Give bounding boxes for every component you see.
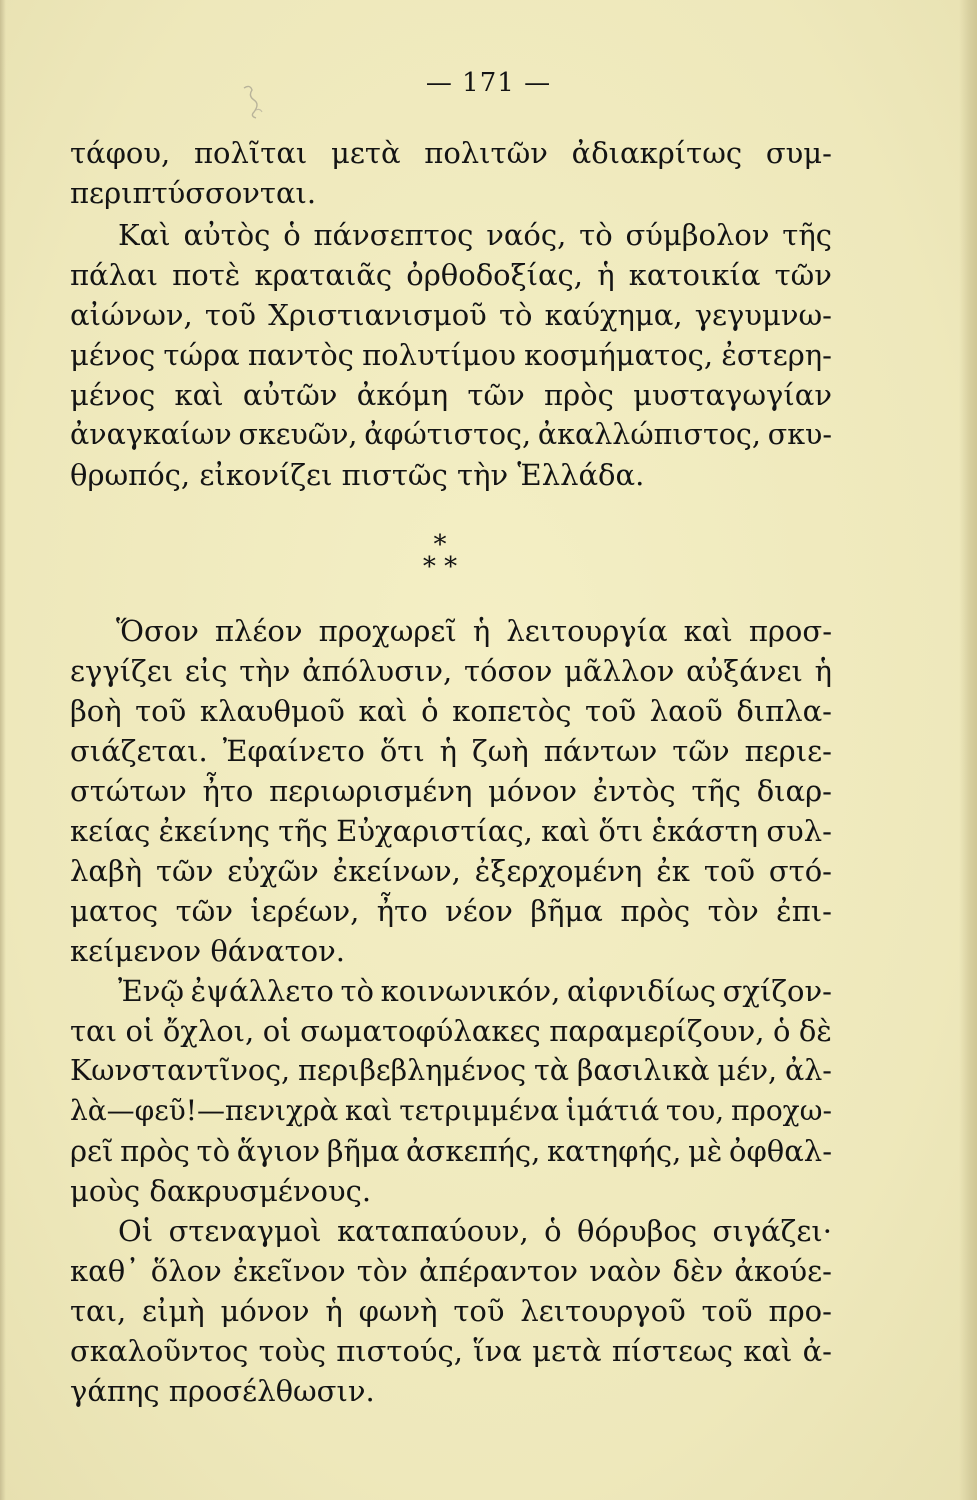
word: ἀ-: [802, 1334, 832, 1368]
word: πρὸς: [620, 894, 691, 928]
text-line: [70, 893, 832, 929]
word: στεναγμοὶ: [168, 1214, 322, 1248]
word: ἐψάλλετο: [190, 974, 334, 1008]
word: κοπετὸς: [452, 694, 572, 728]
text-line: θρωπός, εἰκονίζει πιστῶς τὴν Ἑλλάδα.: [70, 458, 645, 492]
word: τοῦ: [204, 298, 257, 332]
word: καταπαύουν,: [337, 1214, 529, 1248]
word: Οἱ: [118, 1214, 154, 1248]
word: ἅγιον: [236, 1134, 321, 1168]
word: νέον: [445, 894, 513, 928]
word: λειτουργοῦ: [520, 1294, 686, 1328]
word: ἡ: [472, 614, 491, 648]
word: ἱμάτιά: [565, 1094, 660, 1127]
word: ἐκείνης: [158, 814, 270, 848]
word: περιωρισμένη: [269, 774, 473, 808]
text-line: [70, 773, 832, 809]
word: ἀναγκαίων: [70, 418, 232, 451]
word: ἀπέραντον: [419, 1254, 579, 1288]
word: πολῖται: [194, 136, 308, 170]
word: ἐστερη-: [721, 338, 832, 372]
word: ἦτο: [376, 894, 428, 928]
word: ἀσκεπής,: [405, 1134, 541, 1168]
word: προχωρεῖ: [318, 614, 457, 648]
word: ἀφώτιστος,: [364, 418, 532, 451]
text-line: [118, 973, 832, 1009]
word: τῆς: [691, 774, 742, 808]
asterism-top: *: [433, 530, 447, 560]
word: παραμερίζουν,: [549, 1014, 765, 1048]
word: πολιτῶν: [424, 136, 548, 170]
word: ὀρθοδοξίας,: [406, 258, 583, 292]
word: ναὸν: [589, 1254, 662, 1288]
text-line: [70, 693, 832, 729]
word: ἡ: [439, 734, 458, 768]
word: διπλα-: [736, 694, 832, 728]
word: τοῦ: [135, 694, 187, 728]
word: μυσταγωγίαν: [633, 378, 832, 412]
word: σιγάζει·: [712, 1214, 832, 1248]
word: δὲν: [672, 1254, 724, 1288]
word: συμ-: [765, 136, 832, 170]
word: ἐκ: [656, 854, 690, 888]
word: ται,: [70, 1294, 127, 1328]
word: τοὺς: [258, 1334, 326, 1368]
word: τόσον: [463, 654, 553, 688]
word: καὶ: [358, 694, 408, 728]
word: ἐκεῖνον: [232, 1254, 346, 1288]
word: ὅτι: [598, 814, 644, 848]
page-edge-shadow-right: [959, 0, 977, 1500]
word: κραταιᾶς: [254, 258, 393, 292]
word: σύμβολον: [625, 218, 770, 252]
word: πρὸς: [120, 1134, 190, 1168]
word: καύχημα,: [544, 298, 683, 332]
word: βοὴ: [70, 694, 122, 728]
word: ματος: [70, 894, 159, 928]
page-edge-shadow-left: [0, 0, 6, 1500]
word: ἀκαλλώπιστος,: [537, 418, 761, 451]
word: ἐπι-: [776, 894, 832, 928]
word: θόρυβος: [577, 1214, 698, 1248]
text-line: μοὺς δακρυσμένους.: [70, 1174, 372, 1208]
word: σκαλοῦντος: [70, 1334, 249, 1368]
text-line: [70, 377, 832, 413]
word: στό-: [768, 854, 832, 888]
word: αἰφνιδίως: [566, 974, 716, 1008]
text-line: [70, 257, 832, 293]
word: κατοικία: [628, 258, 761, 292]
word: σχίζον-: [722, 974, 832, 1008]
word: πάντων: [543, 734, 658, 768]
word: μένος: [70, 338, 156, 372]
word: τῆς: [278, 814, 328, 848]
word: σιάζεται.: [70, 734, 208, 768]
word: τῶν: [175, 894, 233, 928]
word: κλαυθμοῦ: [199, 694, 345, 728]
word: πολυτίμου: [362, 338, 516, 372]
word: συλ-: [766, 814, 832, 848]
word: λαβὴ: [70, 854, 143, 888]
word: ποτὲ: [172, 258, 241, 292]
word: σωματοφύλακες: [300, 1014, 541, 1048]
word: μόνον: [488, 774, 578, 808]
word: ἡ: [325, 1294, 343, 1328]
text-line: [70, 1133, 832, 1169]
word: οἱ: [262, 1014, 292, 1048]
word: παντὸς: [247, 338, 354, 372]
text-line: [70, 1333, 832, 1369]
word: διαρ-: [756, 774, 832, 808]
word: πίστεως: [611, 1334, 734, 1368]
word: καὶ: [541, 814, 591, 848]
word: στώτων: [70, 774, 187, 808]
word: ται: [70, 1014, 117, 1048]
word: τὸν: [356, 1254, 408, 1288]
word: μένος: [70, 378, 156, 412]
word: καὶ: [174, 378, 224, 412]
word: μὲ: [687, 1134, 723, 1168]
word: τάφου,: [70, 136, 171, 170]
word: ὁ: [283, 218, 301, 252]
word: μέν,: [717, 1054, 778, 1087]
word: πλέον: [214, 614, 303, 648]
word: τῆς: [782, 218, 832, 252]
word: μόνον: [220, 1294, 310, 1328]
word: κατηφής,: [547, 1134, 682, 1168]
word: προ-: [768, 1294, 832, 1328]
word: ἑκάστη: [651, 814, 759, 848]
text-line: [70, 1053, 832, 1089]
word: κοσμήματος,: [524, 338, 714, 372]
word: ἀδιακρίτως: [571, 136, 743, 170]
word: ναός,: [486, 218, 567, 252]
word: γεγυμνω-: [694, 298, 832, 332]
word: πρὸς: [544, 378, 614, 412]
word: Εὐχαριστίας,: [336, 814, 533, 848]
word: ἐξερχομένη: [474, 854, 643, 888]
word: ἀκόμη: [356, 378, 449, 412]
word: ὅλον: [150, 1254, 222, 1288]
text-line: [116, 613, 832, 649]
word: τετριμμένα: [399, 1094, 559, 1127]
word: καὶ: [683, 614, 733, 648]
word: ἐκείνων,: [332, 854, 461, 888]
word: ἀκούε-: [734, 1254, 832, 1288]
word: ἡ: [814, 654, 832, 688]
word: καὶ: [743, 1334, 793, 1368]
text-line: [118, 217, 832, 253]
word: προχω-: [730, 1094, 832, 1127]
word: πάνσεπτος: [313, 218, 474, 252]
word: τὸν: [707, 894, 759, 928]
word: τὰ: [533, 1054, 569, 1087]
word: βασιλικὰ: [576, 1054, 710, 1087]
word: ὀφθαλ-: [729, 1134, 832, 1168]
word: ἱερέων,: [250, 894, 360, 928]
word: Ὅσον: [116, 614, 199, 648]
word: σκυ-: [767, 418, 832, 451]
word: ὅτι: [379, 734, 425, 768]
text-line: [70, 853, 832, 889]
text-line: [118, 1213, 832, 1249]
word: ρεῖ: [70, 1134, 114, 1168]
word: σκευῶν,: [238, 418, 358, 451]
word: αὐξάνει: [686, 654, 803, 688]
word: μετὰ: [331, 136, 401, 170]
word: αὐτῶν: [242, 378, 338, 412]
word: βῆμα: [530, 894, 603, 928]
word: καὶ: [345, 1094, 393, 1127]
word: καθ᾿: [70, 1254, 140, 1288]
word: τῶν: [774, 258, 832, 292]
text-line: [70, 1253, 832, 1289]
word: ὁ: [544, 1214, 562, 1248]
asterism-bottom: * *: [422, 552, 458, 582]
word: τοῦ: [453, 1294, 505, 1328]
word: περιβεβλημένος: [298, 1054, 527, 1087]
word: Ἐφαίνετο: [222, 734, 365, 768]
word: περιε-: [744, 734, 832, 768]
word: ὁ: [772, 1014, 791, 1048]
text-line: κείμενον θάνατον.: [70, 934, 345, 968]
word: πάλαι: [70, 258, 158, 292]
text-line: [70, 813, 832, 849]
word: τῶν: [156, 854, 214, 888]
text-line: [70, 1293, 832, 1329]
word: ἀπόλυσιν,: [302, 654, 453, 688]
word: πιστούς,: [336, 1334, 464, 1368]
word: ζωὴ: [472, 734, 529, 768]
word: κοινωνικόν,: [380, 974, 561, 1008]
word: εὐχῶν: [227, 854, 319, 888]
word: τῶν: [672, 734, 730, 768]
word: βῆμα: [326, 1134, 400, 1168]
word: τὸ: [196, 1134, 231, 1168]
word: ἵνα: [473, 1334, 522, 1368]
word: προσ-: [748, 614, 832, 648]
word: ἀλ-: [785, 1054, 832, 1087]
word: Χριστιανισμοῦ: [268, 298, 487, 332]
word: φωνὴ: [358, 1294, 438, 1328]
word: ὄχλοι,: [162, 1014, 255, 1048]
word: λὰ—φεῦ!—πενιχρὰ: [70, 1094, 339, 1127]
word: Ἐνῷ: [118, 974, 185, 1008]
text-line: [70, 1093, 832, 1129]
word: αἰώνων,: [70, 298, 193, 332]
word: ἐντὸς: [592, 774, 676, 808]
text-line: [70, 653, 832, 689]
word: κείας: [70, 814, 151, 848]
word: εἰς: [184, 654, 228, 688]
word: μετὰ: [532, 1334, 602, 1368]
word: λαοῦ: [649, 694, 723, 728]
word: τὸ: [498, 298, 533, 332]
word: εγγίζει: [70, 654, 174, 688]
word: τὸ: [340, 974, 374, 1008]
word: Κωνσταντῖνος,: [70, 1054, 291, 1087]
word: τοῦ: [585, 694, 637, 728]
word: οἱ: [125, 1014, 155, 1048]
word: ὁ: [421, 694, 439, 728]
word: τὸ: [579, 218, 613, 252]
page-number: — 171 —: [425, 68, 552, 98]
text-line: [70, 297, 832, 333]
text-line: [70, 417, 832, 453]
word: ἡ: [597, 258, 615, 292]
word: δὲ: [798, 1014, 832, 1048]
word: τὴν: [239, 654, 291, 688]
word: λειτουργία: [506, 614, 668, 648]
word: ἦτο: [202, 774, 254, 808]
word: τώρα: [163, 338, 240, 372]
word: αὐτὸς: [183, 218, 271, 252]
word: του,: [665, 1094, 725, 1127]
word: τῶν: [467, 378, 525, 412]
word: τοῦ: [701, 1294, 753, 1328]
text-line: [70, 337, 832, 373]
word: μᾶλλον: [564, 654, 675, 688]
text-line: [70, 1013, 832, 1049]
text-line: γάπης προσέλθωσιν.: [70, 1374, 375, 1408]
text-line: [70, 733, 832, 769]
text-line: περιπτύσσονται.: [70, 176, 317, 210]
text-line: [70, 135, 832, 171]
word: εἰμὴ: [142, 1294, 205, 1328]
word: Καὶ: [118, 218, 171, 252]
word: τοῦ: [703, 854, 755, 888]
